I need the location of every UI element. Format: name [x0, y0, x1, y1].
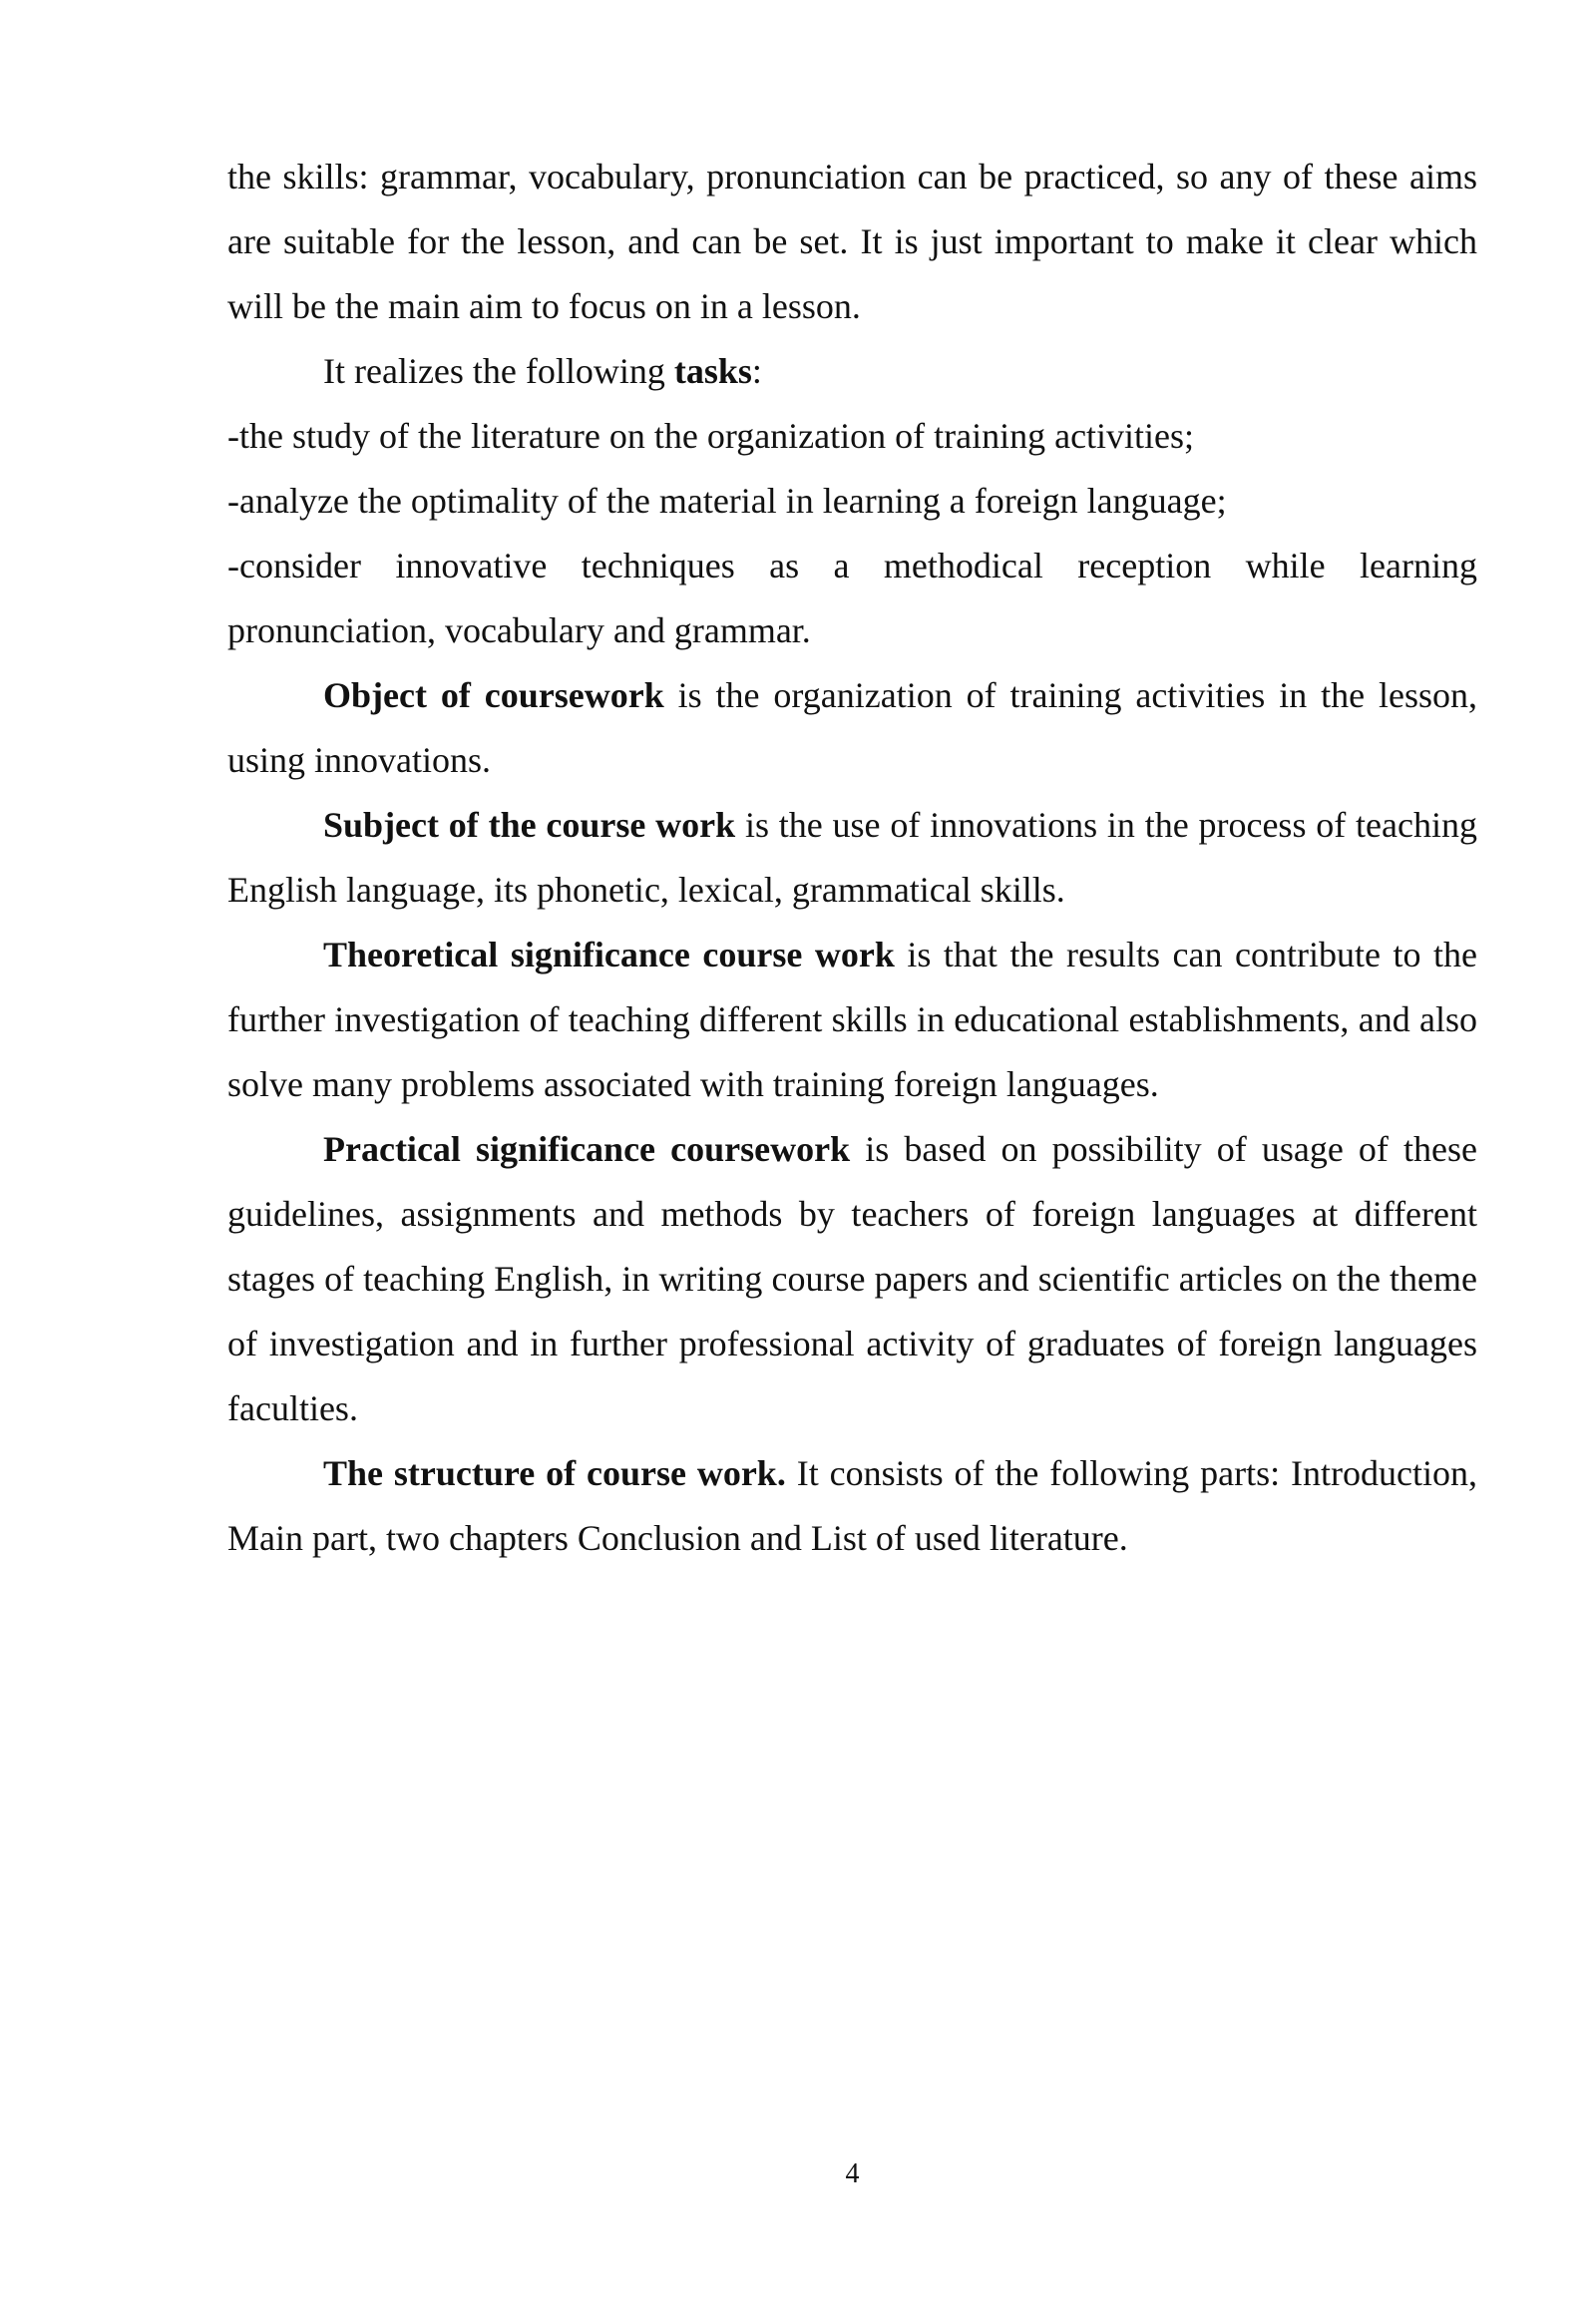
object-paragraph: [227, 663, 1477, 793]
page-number: 4: [845, 2158, 860, 2189]
structure-heading: The structure of course work.: [323, 1453, 786, 1493]
object-text: is the organization of training activities in the lesson, using innovations.: [227, 675, 1477, 780]
intro-continuation-paragraph: the skills: grammar, vocabulary, pronunciation can be practiced, so any of these aims are suitable for the lesson, and can be set. It is just important to make it clear which will be the main aim to focus on in a lesson.: [227, 157, 1477, 326]
tasks-colon: :: [751, 351, 762, 391]
subject-text: is the use of innovations in the process of teaching English language, its phonetic, lexical, grammatical skills.: [227, 805, 1477, 910]
task-item: -analyze the optimality of the material in learning a foreign language;: [227, 481, 1227, 521]
structure-paragraph: [227, 1441, 1477, 1571]
tasks-intro-text: It realizes the following: [323, 351, 674, 391]
tasks-intro-paragraph: [227, 339, 1477, 404]
practical-significance-text: is based on possibility of usage of these guidelines, assignments and methods by teachers of foreign languages at different stages of teaching English, in writing course papers and scientific articles on the theme of investigation and in further professional activity of graduates of foreign languages faculties.: [227, 1129, 1477, 1428]
theoretical-significance-paragraph: [227, 923, 1477, 1117]
theoretical-significance-heading: Theoretical significance course work: [323, 935, 895, 974]
structure-text: It consists of the following parts: Introduction, Main part, two chapters Conclusion and List of used literature.: [227, 1453, 1478, 1558]
page-body: [227, 145, 1477, 1571]
practical-significance-heading: Practical significance coursework: [323, 1129, 851, 1169]
object-heading: Object of coursework: [323, 675, 664, 715]
subject-paragraph: [227, 793, 1477, 923]
task-item: -consider innovative techniques as a methodical reception while learning pronunciation, vocabulary and grammar.: [227, 546, 1477, 650]
tasks-keyword: tasks: [673, 351, 752, 391]
task-item: -the study of the literature on the organization of training activities;: [227, 416, 1195, 456]
subject-heading: Subject of the course work: [323, 805, 736, 845]
theoretical-significance-text: is that the results can contribute to the further investigation of teaching different skills in educational establishments, and also solve many problems associated with training foreign languages.: [227, 935, 1477, 1104]
practical-significance-paragraph: [227, 1117, 1477, 1441]
